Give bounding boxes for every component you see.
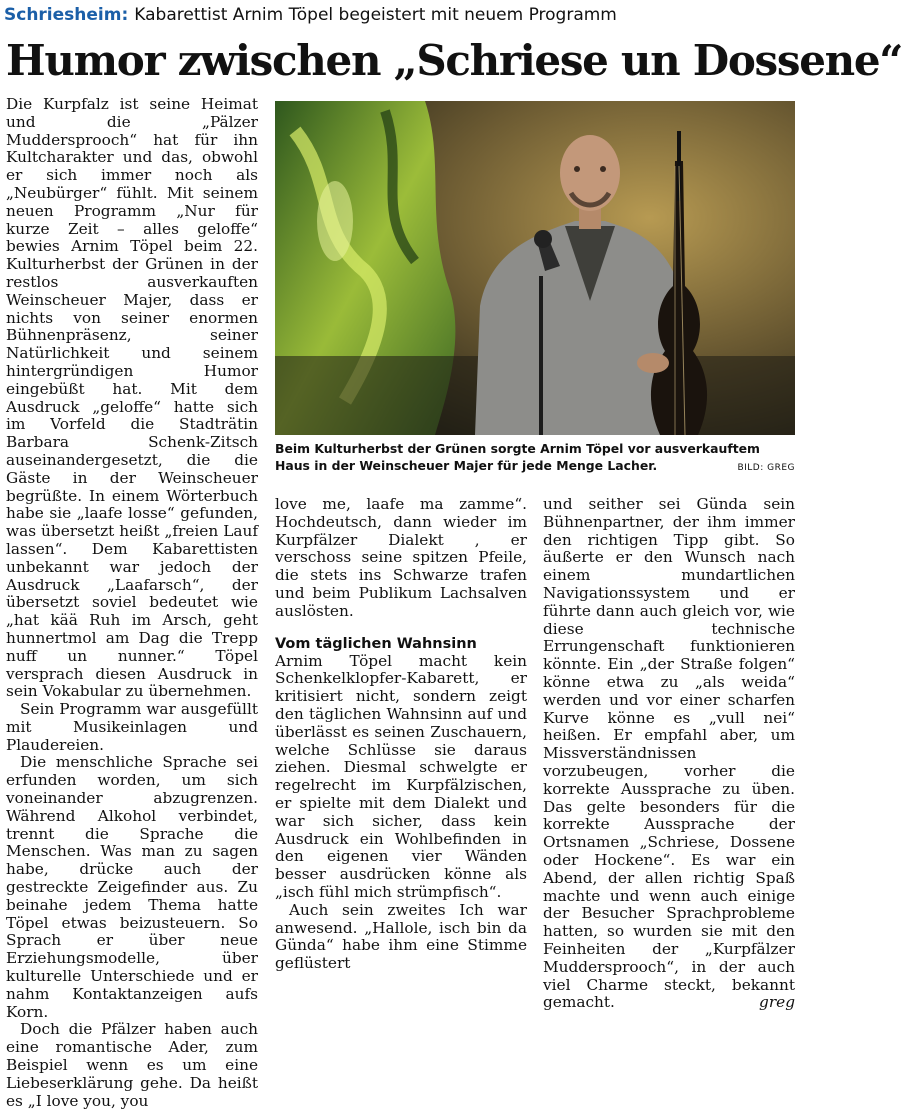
article-column-3 <box>543 496 795 1012</box>
kicker-text: Kabarettist Arnim Töpel begeistert mit neuem Programm <box>134 5 617 25</box>
performer-photo-illustration <box>275 101 795 435</box>
article-column-2 <box>275 496 527 973</box>
paragraph: love me, laafe ma zamme“. Hochdeutsch, dann wieder im Kurpfälzer Dialekt , er verschoss seine spitzen Pfeile, die stets ins Schwarze trafen und beim Publikum Lachsalven auslösten. <box>275 495 527 620</box>
paragraph: Auch sein zweites Ich war anwesend. „Hallole, isch bin da Günda“ habe ihm eine Stimme geflüstert <box>275 900 527 973</box>
subheading: Vom täglichen Wahnsinn <box>275 635 477 652</box>
caption-text: Beim Kulturherbst der Grünen sorgte Arnim Töpel vor ausverkauftem Haus in der Weinscheuer Majer für jede Menge Lacher. <box>275 441 760 473</box>
article-column-1 <box>6 96 258 1110</box>
kicker-location: Schriesheim <box>4 5 122 25</box>
photo-caption <box>275 440 795 480</box>
paragraph-final <box>543 496 795 1012</box>
paragraph: Arnim Töpel macht kein Schenkelklopfer-Kabarett, er kritisiert nicht, sondern zeigt den täglichen Wahnsinn auf und überlässt es seinen Zuschauern, welche Schlüsse sie daraus ziehen. Diesmal schwelgte er regelrecht im Kurpfälzischen, er spielte mit dem Dialekt und war sich sicher, dass kein Ausdruck ein Wohlbefinden in den eigenen vier Wänden besser ausdrücken könne als „isch fühl mich strümpfisch“. <box>275 651 527 901</box>
author-signature: greg <box>759 993 795 1012</box>
photo-credit: BILD: GREG <box>737 463 795 473</box>
paragraph: Die menschliche Sprache sei erfunden worden, um sich voneinander abzugrenzen. Während Alkohol verbindet, trennt die Sprache die Menschen. Was man zu sagen habe, drücke auch der gestreckte Zeigefinder aus. Zu beinahe jedem Thema hatte Töpel etwas beizusteuern. So Sprach er über neue Erziehungsmodelle, über kulturelle Unterschiede und er nahm Kontaktanzeigen aufs Korn. <box>6 753 258 1021</box>
paragraph-text: und seither sei Günda sein Bühnenpartner, der ihm immer den richtigen Tipp gibt. So äußerte er den Wunsch nach einem mundartlichen Navigationssystem und er führte dann auch gleich vor, wie diese technische Errungenschaft funktionieren könnte. Ein „der Straße folgen“ könne etwa zu „als weida“ werden und vor einer scharfen Kurve könne es „vull nei“ heißen. Er empfahl aber, um Missverständnissen vorzubeugen, vorher die korrekte Aussprache zu üben. Das gelte besonders für die korrekte Aussprache der Ortsnamen „Schriese, Dossene oder Hockene“. Es war ein Abend, der allen richtig Spaß machte und wenn auch einige der Besucher Sprachprobleme hatten, so wurden sie mit den Feinheiten der „Kurpfälzer Muddersprooch“, in der auch viel Charme steckt, bekannt gemacht. <box>543 495 795 1012</box>
paragraph: Doch die Pfälzer haben auch eine romantische Ader, zum Beispiel wenn es um eine Liebeserklärung gehe. Da heißt es „I love you, you <box>6 1020 258 1110</box>
headline: Humor zwischen „Schriese un Dossene“ <box>6 36 902 85</box>
article-photo <box>275 101 795 435</box>
kicker <box>4 3 794 29</box>
kicker-separator: : <box>121 5 129 25</box>
paragraph: Die Kurpfalz ist seine Heimat und die „Pälzer Muddersprooch“ hat für ihn Kultcharakter und das, obwohl er sich immer noch als „Neubürger“ fühlt. Mit seinem neuen Programm „Nur für kurze Zeit – alles geloffe“ bewies Arnim Töpel beim 22. Kulturherbst der Grünen in der restlos ausverkauften Weinscheuer Majer, dass er nichts von seiner enormen Bühnenpräsenz, seiner Natürlichkeit und seinem hintergründigen Humor eingebüßt hat. Mit dem Ausdruck „geloffe“ hatte sich im Vorfeld die Stadträtin Barbara Schenk-Zitsch auseinandergesetzt, die die Gäste in der Weinscheuer begrüßte. In einem Wörterbuch habe sie „laafe losse“ gefunden, was übersetzt heißt „freien Lauf lassen“. Dem Kabarettisten unbekannt war jedoch der Ausdruck „Laafarsch“, der übersetzt soviel bedeutet wie „hat kää Ruh im Arsch, geht hunnertmol am Dag die Trepp nuff un nunner.“ Töpel versprach diesen Ausdruck in sein Vokabular zu übernehmen. <box>6 95 258 701</box>
paragraph: Sein Programm war ausgefüllt mit Musikeinlagen und Plaudereien. <box>6 700 258 754</box>
